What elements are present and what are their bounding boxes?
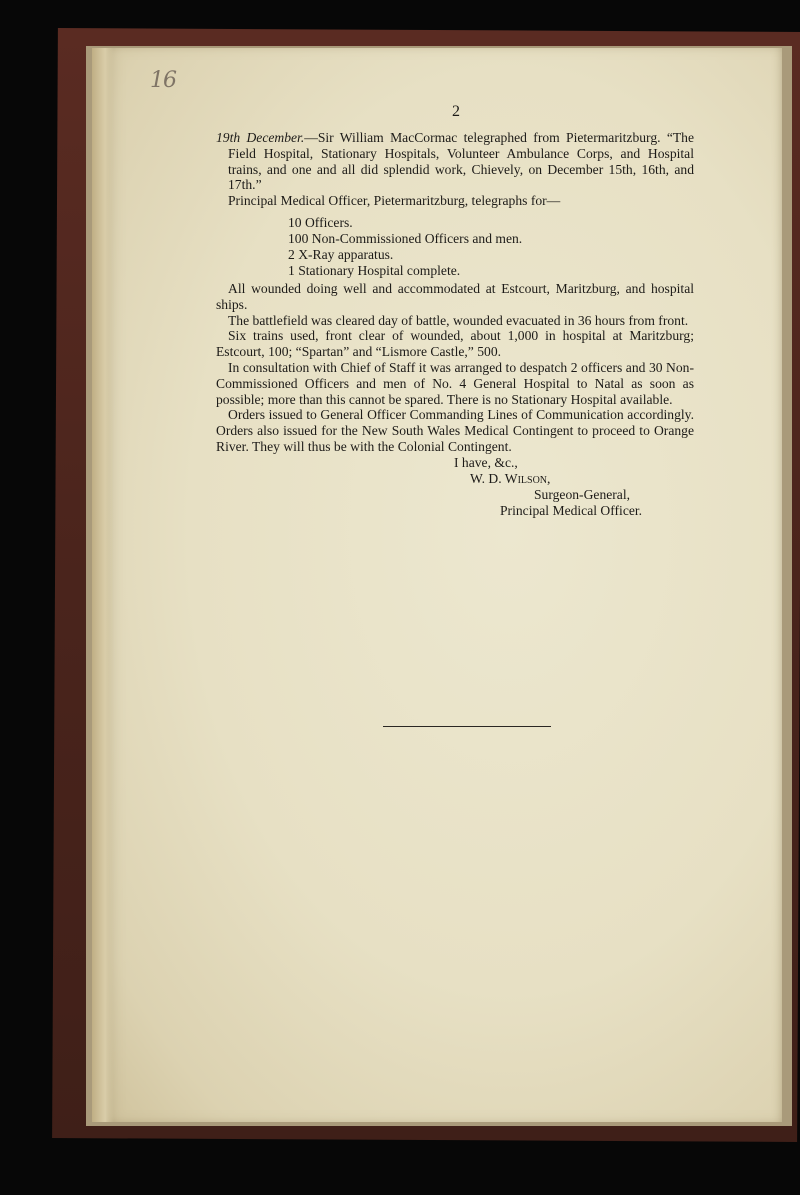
signatory-name: W. D. Wilson, [470, 470, 551, 486]
list-item: 1 Stationary Hospital complete. [288, 262, 461, 278]
paragraph: Six trains used, front clear of wounded, about 1,000 in hospital at Maritzburg; Estcourt, 100; “Spartan” and “Lismore Castle,” 500. [216, 328, 694, 360]
pencil-annotation: 16 [150, 68, 176, 93]
page-number: 2 [452, 103, 460, 120]
list-item: 2 X-Ray apparatus. [288, 246, 394, 262]
paragraph [216, 130, 695, 193]
list-item: 100 Non-Commissioned Officers and men. [288, 230, 523, 246]
paragraph: The battlefield was cleared day of battle, wounded evacuated in 36 hours from front. [228, 312, 689, 328]
request-list [288, 215, 694, 279]
letter-body [216, 130, 695, 519]
signature-block [228, 455, 694, 519]
paragraph: In consultation with Chief of Staff it was arranged to despatch 2 officers and 30 Non-Commissioned Officers and men of No. 4 General Hospital to Natal as soon as possible; more than this cannot be spared. There is no Stationary Hospital available. [216, 359, 694, 407]
signatory-title: Principal Medical Officer. [500, 502, 643, 518]
paragraph: All wounded doing well and accommodated at Estcourt, Maritzburg, and hospital ships. [216, 280, 694, 312]
closing-line: I have, &c., [454, 454, 518, 470]
list-item: 10 Officers. [288, 214, 353, 230]
paragraph: Orders issued to General Officer Commanding Lines of Communication accordingly. Orders also issued for the New South Wales Medical Contingent to proceed to Orange River. They will thus be with the Colonial Contingent. [216, 407, 694, 454]
signatory-title: Surgeon-General, [534, 486, 631, 502]
page-gutter [92, 48, 114, 1122]
paragraph-text: —Sir William MacCormac telegraphed from Pietermaritzburg. “The Field Hospital, Stationary Hospitals, Volunteer Ambulance Corps, and Hospital trains, and one and all did splendid work, Chievely, on December 15th, 16th, and 17th.” [228, 130, 695, 193]
paragraph: Principal Medical Officer, Pietermaritzburg, telegraphs for— [228, 193, 561, 209]
date-heading: 19th December. [216, 130, 305, 145]
end-rule [383, 726, 551, 727]
